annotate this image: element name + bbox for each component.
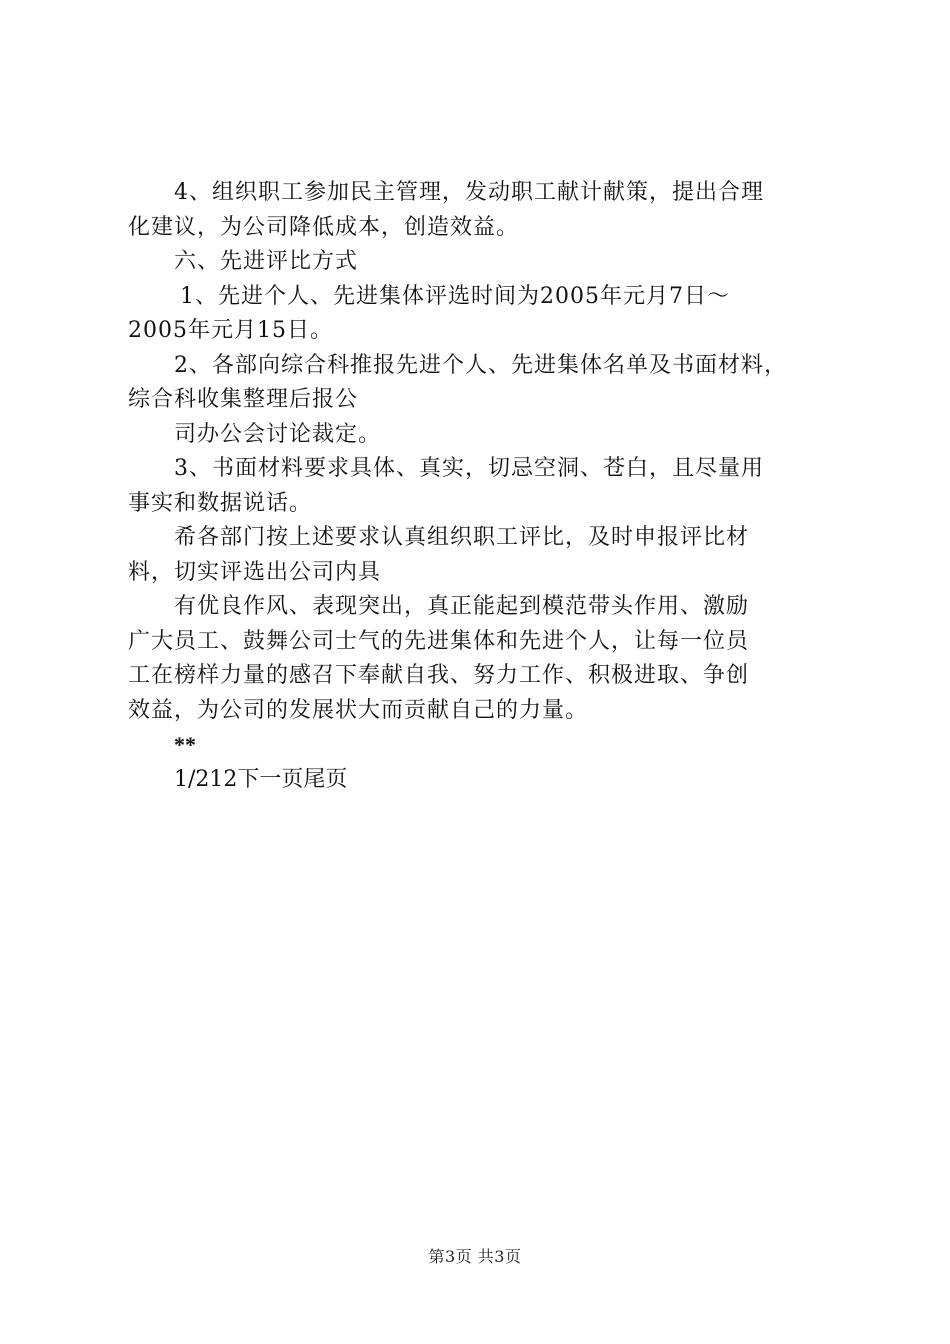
paragraph-line: 4、组织职工参加民主管理，发动职工献计献策，提出合理 [174, 180, 764, 205]
stars-marker: ** [174, 732, 196, 757]
pagination-links[interactable]: 1/212下一页尾页 [174, 766, 348, 792]
paragraph-line: 广大员工、鼓舞公司士气的先进集体和先进个人，让每一位员 [128, 628, 750, 654]
document-body [128, 176, 832, 797]
paragraph-line: 化建议，为公司降低成本，创造效益。 [128, 214, 520, 240]
paragraph-line: 2005年元月15日。 [128, 318, 333, 343]
page-footer: 第3页 共3页 [428, 1247, 522, 1266]
paragraph-line: 司办公会讨论裁定。 [174, 421, 382, 447]
paragraph-line: 事实和数据说话。 [128, 490, 313, 516]
paragraph-line: 3、书面材料要求具体、真实，切忌空洞、苍白，且尽量用 [174, 456, 764, 481]
paragraph-line: 2、各部向综合科推报先进个人、先进集体名单及书面材料， [174, 352, 787, 378]
paragraph-line: 综合科收集整理后报公 [128, 387, 359, 412]
section-heading: 六、先进评比方式 [174, 249, 359, 274]
paragraph-line: 工在榜样力量的感召下奉献自我、努力工作、积极进取、争创 [128, 663, 750, 688]
paragraph-line: 希各部门按上述要求认真组织职工评比，及时申报评比材 [174, 525, 750, 550]
paragraph-line: 1、先进个人、先进集体评选时间为2005年元月7日～ [180, 283, 730, 309]
paragraph-line: 料，切实评选出公司内具 [128, 559, 382, 585]
paragraph-line: 效益，为公司的发展状大而贡献自己的力量。 [128, 697, 589, 723]
paragraph-line: 有优良作风、表现突出，真正能起到模范带头作用、激励 [174, 594, 750, 619]
